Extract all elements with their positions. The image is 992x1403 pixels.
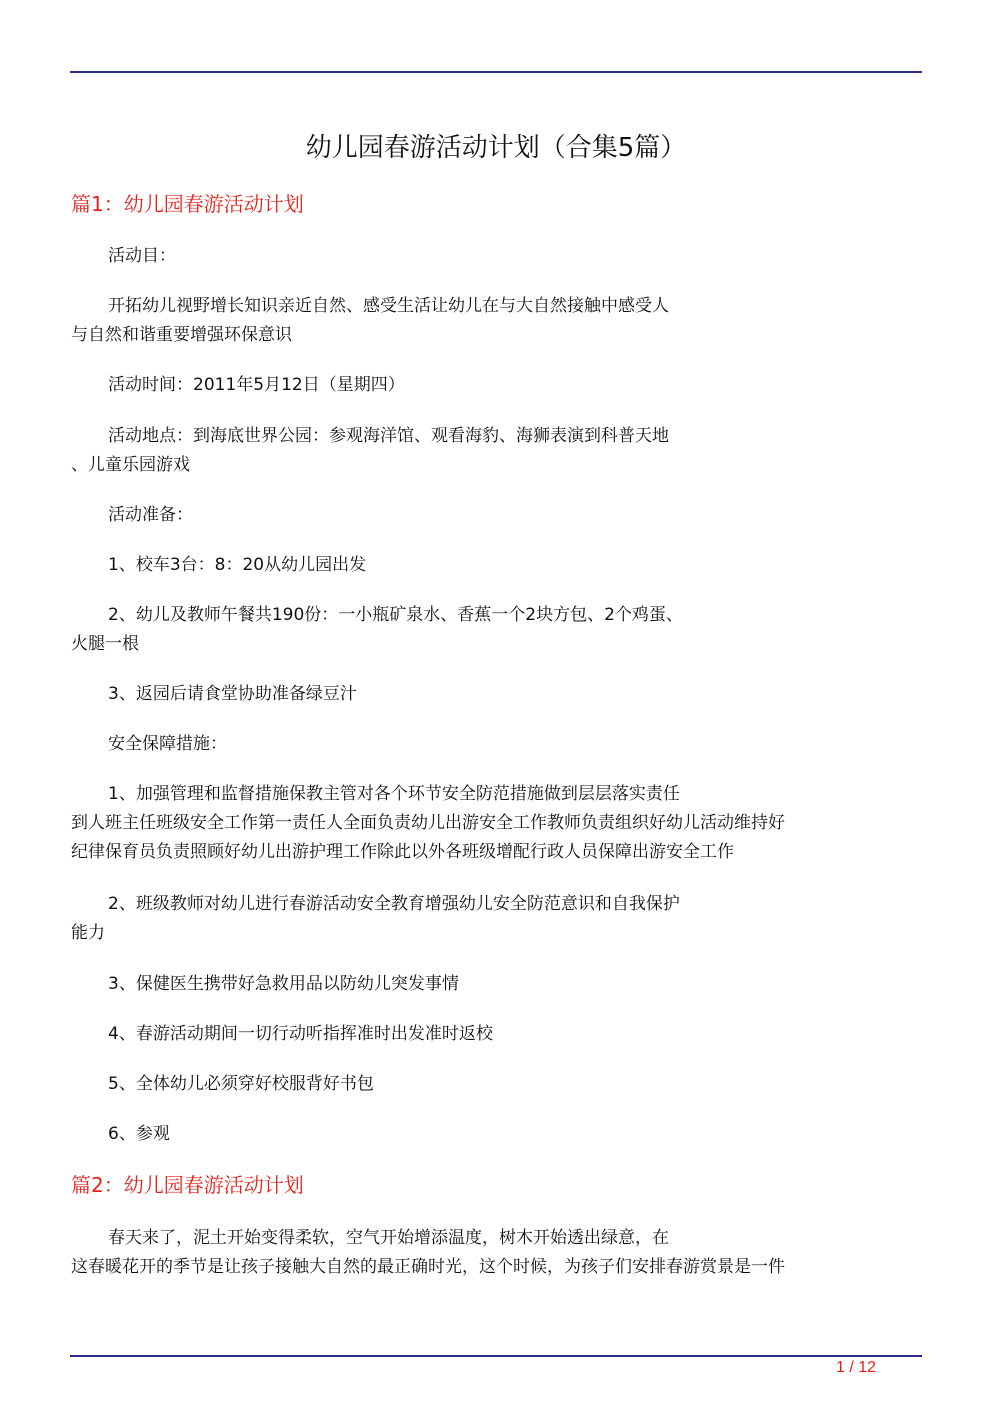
paragraph-line: 4、春游活动期间一切行动听指挥准时出发准时返校 [108,1024,493,1044]
page-indicator: 1 / 12 [835,1359,876,1376]
paragraph-line: 2、幼儿及教师午餐共190份：一小瓶矿泉水、香蕉一个2块方包、2个鸡蛋、 [108,605,683,625]
paragraph-line: 这春暖花开的季节是让孩子接触大自然的最正确时光，这个时候，为孩子们安排春游赏景是一件 [71,1257,785,1277]
paragraph [71,970,922,999]
paragraph [71,1224,922,1282]
paragraph-line: 春天来了，泥土开始变得柔软，空气开始增添温度，树木开始透出绿意，在 [108,1228,669,1248]
paragraph [71,292,922,350]
paragraph-line: 3、保健医生携带好急救用品以防幼儿突发事情 [108,974,459,994]
paragraph-line: 纪律保育员负责照顾好幼儿出游护理工作除此以外各班级增配行政人员保障出游安全工作 [71,842,734,862]
paragraph-line: 3、返园后请食堂协助准备绿豆汁 [108,684,357,704]
section-2-heading: 篇2：幼儿园春游活动计划 [71,1173,304,1197]
paragraph-line: 1、加强管理和监督措施保教主管对各个环节安全防范措施做到层层落实责任 [108,784,680,804]
paragraph-line: 火腿一根 [71,634,139,654]
paragraph [71,371,922,400]
paragraph [71,242,922,271]
section-1-heading: 篇1：幼儿园春游活动计划 [71,192,304,216]
paragraph [71,890,922,948]
paragraph-line: 到人班主任班级安全工作第一责任人全面负责幼儿出游安全工作教师负责组织好幼儿活动维持好 [71,813,785,833]
paragraph [71,730,922,759]
paragraph [71,680,922,709]
paragraph-line: 6、参观 [108,1124,170,1144]
paragraph [71,601,922,659]
paragraph [71,1020,922,1049]
paragraph [71,422,922,480]
paragraph-line: 与自然和谐重要增强环保意识 [71,325,292,345]
paragraph [71,551,922,580]
paragraph [71,1070,922,1099]
paragraph-line: 5、全体幼儿必须穿好校服背好书包 [108,1074,374,1094]
header-rule [70,71,922,73]
paragraph-line: 活动时间：2011年5月12日（星期四） [108,375,405,395]
paragraph-line: 活动准备： [108,505,193,525]
paragraph-line: 1、校车3台：8：20从幼儿园出发 [108,555,367,575]
paragraph-line: 开拓幼儿视野增长知识亲近自然、感受生活让幼儿在与大自然接触中感受人 [108,296,669,316]
paragraph-line: 活动目： [108,246,176,266]
paragraph-line: 2、班级教师对幼儿进行春游活动安全教育增强幼儿安全防范意识和自我保护 [108,894,680,914]
document-title: 幼儿园春游活动计划（合集5篇） [305,133,687,163]
paragraph-line: 、儿童乐园游戏 [71,455,190,475]
paragraph [71,1120,922,1149]
paragraph-line: 能力 [71,923,105,943]
paragraph [71,501,922,530]
paragraph-line: 活动地点：到海底世界公园：参观海洋馆、观看海豹、海狮表演到科普天地 [108,426,669,446]
paragraph-line: 安全保障措施： [108,734,227,754]
paragraph [71,780,922,867]
